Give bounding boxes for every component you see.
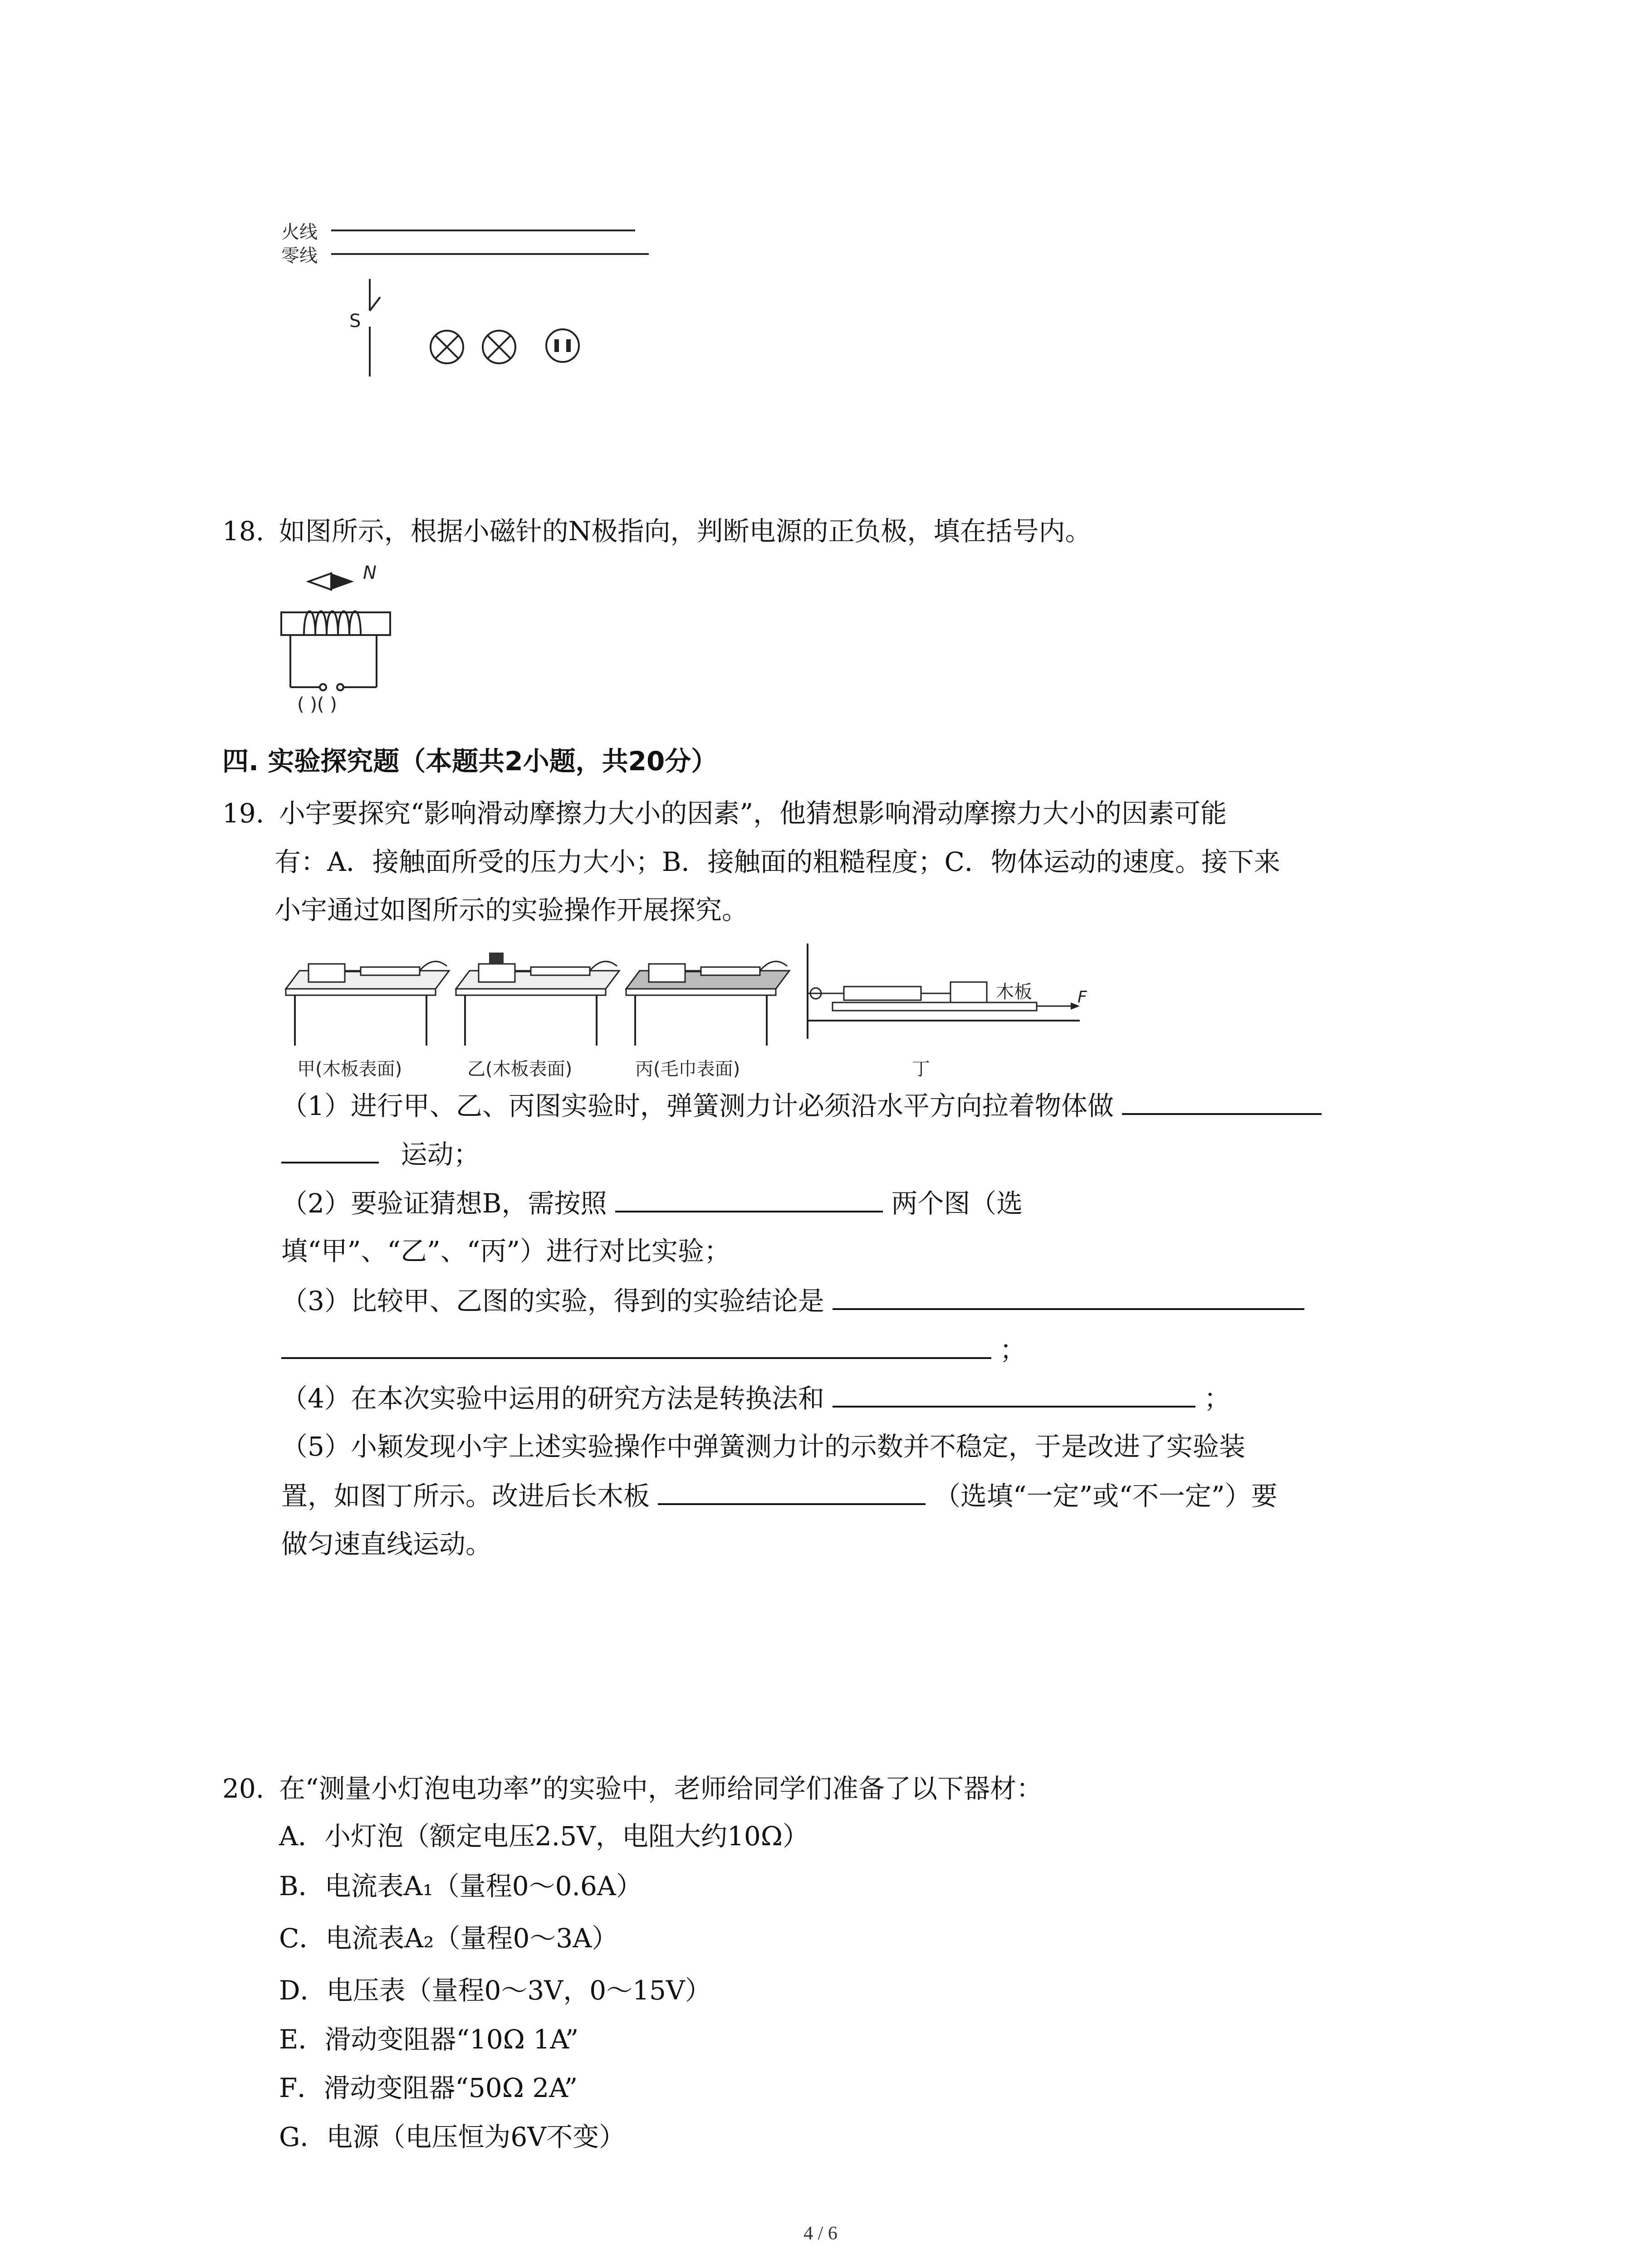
- neutral-wire-label: 零线: [281, 245, 318, 266]
- q18-text: 如图所示，根据小磁针的N极指向，判断电源的正负极，填在括号内。: [279, 516, 1092, 547]
- caption-jia: 甲(木板表面): [297, 1059, 402, 1080]
- q19-sub4-text: （4）在本次实验中运用的研究方法是转换法和: [281, 1383, 824, 1414]
- q19-sub1-blank[interactable]: [1122, 1088, 1322, 1115]
- board-label: 木板: [996, 982, 1032, 1002]
- setup-ding: [808, 943, 1087, 1039]
- q19-sub2-cont: 填“甲”、“乙”、“丙”）进行对比实验；: [281, 1236, 730, 1266]
- q19-sub1: [281, 1088, 1322, 1123]
- switch-label: S: [349, 311, 361, 332]
- q19-sub5-text-c: （选填“一定”或“不一定”）要: [934, 1481, 1278, 1511]
- q20-item-g: G．电源（电压恒为6V不变）: [279, 2121, 626, 2152]
- q19-sub5-text-b: 置，如图丁所示。改进后长木板: [281, 1481, 650, 1511]
- q19-sub5-blank[interactable]: [658, 1478, 926, 1505]
- lamp-icon: [431, 331, 463, 363]
- q18-bracket-labels: ( )( ): [297, 694, 337, 715]
- q19-line1: [222, 796, 1227, 831]
- q19-sub5: （5）小颖发现小宇上述实验操作中弹簧测力计的示数并不稳定，于是改进了实验装: [281, 1431, 1245, 1462]
- q20-item-b: B．电流表A₁（量程0～0.6A）: [279, 1871, 642, 1901]
- lamp-icon: [483, 331, 515, 363]
- q19-sub1-text: （1）进行甲、乙、丙图实验时，弹簧测力计必须沿水平方向拉着物体做: [281, 1090, 1114, 1121]
- q19-sub5-end: 做匀速直线运动。: [281, 1529, 492, 1559]
- q19-sub2-text: （2）要验证猜想B，需按照: [281, 1188, 607, 1219]
- q19-sub2-text-b: 两个图（选: [891, 1188, 1023, 1219]
- q19-sub3-blank[interactable]: [833, 1283, 1304, 1310]
- q20-item-c: C．电流表A₂（量程0～3A）: [279, 1923, 618, 1954]
- caption-ding: 丁: [912, 1059, 930, 1080]
- q19-text-1: 小宇要探究“影响滑动摩擦力大小的因素”，他猜想影响滑动摩擦力大小的因素可能: [279, 798, 1227, 829]
- q19-sub1-text-cont: 运动；: [401, 1139, 480, 1170]
- q17-circuit-figure: [272, 213, 681, 395]
- compass-needle-icon: [309, 573, 354, 590]
- q20-item-f: F．滑动变阻器“50Ω 2A”: [279, 2072, 578, 2103]
- table-yi: [456, 953, 619, 1046]
- live-wire-label: 火线: [281, 222, 318, 243]
- page-number: 4 / 6: [803, 2223, 838, 2244]
- q17-circuit-drawing: [272, 213, 681, 395]
- q18-question: [222, 514, 1091, 548]
- q20-item-a: A．小灯泡（额定电压2.5V，电阻大约10Ω）: [279, 1821, 809, 1852]
- q18-n-label: N: [363, 562, 377, 583]
- q19-sub4: [281, 1380, 1230, 1416]
- q19-sub2: [281, 1185, 1023, 1221]
- table-bing: [626, 962, 789, 1046]
- q19-sub5-cont: [281, 1478, 1278, 1513]
- q19-text-3: 小宇通过如图所示的实验操作开展探究。: [274, 894, 749, 925]
- q19-sub4-text-b: ；: [1204, 1383, 1230, 1414]
- table-jia: [286, 962, 449, 1046]
- q20-item-e: E．滑动变阻器“10Ω 1A”: [279, 2024, 579, 2055]
- q19-sub3-cont: [281, 1332, 1026, 1367]
- q19-sub1-blank-cont[interactable]: [281, 1136, 379, 1163]
- caption-yi: 乙(木板表面): [467, 1059, 573, 1080]
- q19-sub1-cont: [281, 1136, 480, 1172]
- q19-number: 19.: [222, 798, 265, 829]
- q19-sub4-blank[interactable]: [833, 1380, 1195, 1408]
- q18-number: 18.: [222, 516, 265, 547]
- q19-sub3: [281, 1283, 1304, 1318]
- q18-solenoid-figure: [272, 562, 408, 726]
- q19-experiment-figure: [281, 934, 1098, 1080]
- section4-heading: 四. 实验探究题（本题共2小题，共20分）: [222, 746, 718, 777]
- q20-number: 20.: [222, 1773, 265, 1804]
- q19-text-2: 有：A．接触面所受的压力大小；B．接触面的粗糙程度；C．物体运动的速度。接下来: [274, 846, 1280, 877]
- q19-sub3-text-b: ；: [999, 1334, 1026, 1365]
- q20-intro: [222, 1771, 1043, 1806]
- caption-bing: 丙(毛巾表面): [635, 1059, 740, 1080]
- q20-item-d: D．电压表（量程0～3V，0～15V）: [279, 1975, 711, 2006]
- force-label: F: [1078, 988, 1087, 1007]
- q19-sub3-blank-cont[interactable]: [281, 1332, 991, 1359]
- socket-icon: [546, 329, 579, 362]
- q18-solenoid-drawing: [272, 562, 408, 726]
- q19-sub2-blank[interactable]: [615, 1185, 883, 1212]
- q20-intro-text: 在“测量小灯泡电功率”的实验中，老师给同学们准备了以下器材：: [279, 1773, 1043, 1804]
- q19-sub3-text: （3）比较甲、乙图的实验，得到的实验结论是: [281, 1286, 824, 1316]
